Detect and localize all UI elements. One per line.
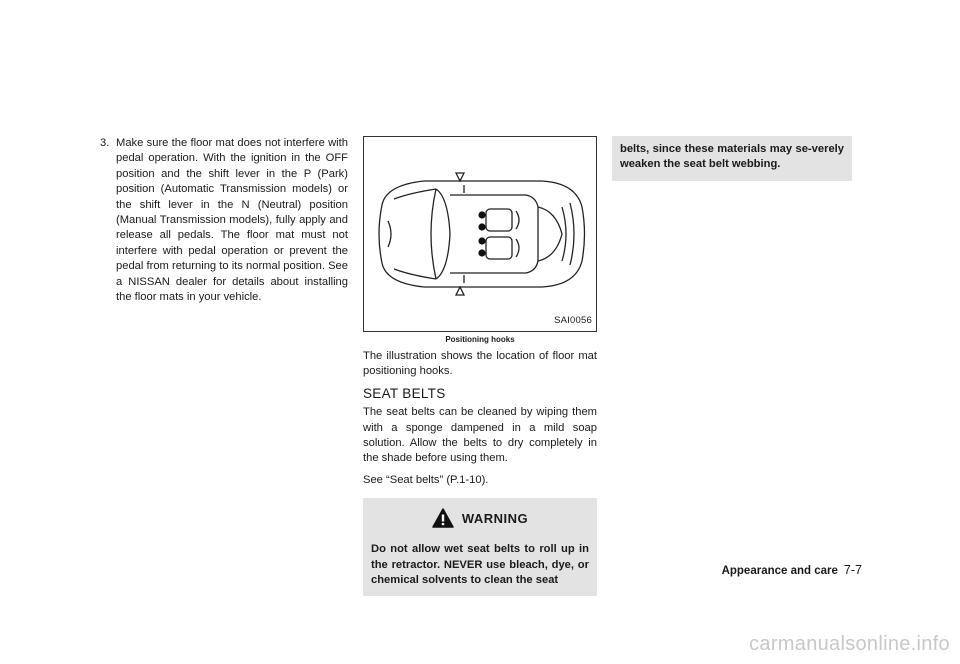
left-column bbox=[100, 136, 348, 305]
warning-box-continued bbox=[612, 136, 852, 181]
section-name: Appearance and care bbox=[721, 565, 838, 577]
warning-triangle-icon bbox=[432, 508, 454, 528]
reference-paragraph: See “Seat belts” (P.1-10). bbox=[363, 473, 489, 486]
car-floor-mat-figure bbox=[363, 136, 597, 332]
warning-text-part1: Do not allow wet seat belts to roll up in the retractor. NEVER use bleach, dye, or chemical solvents to clean the seat bbox=[371, 543, 589, 587]
warning-box bbox=[363, 498, 597, 596]
illustration-paragraph: The illustration shows the location of floor mat positioning hooks. bbox=[363, 350, 597, 378]
warning-title: WARNING bbox=[461, 510, 529, 526]
page-footer bbox=[722, 563, 862, 577]
item-text: Make sure the floor mat does not interfere with pedal operation. With the ignition in the OFF position and the shift lever in the P (Park) position (Automatic Transmission models) or the shift lever in the N (Neutral) position (Manual Transmission models), fully apply and release all pedals. The floor mat must not interfere with pedal operation or prevent the pedal from returning to its normal position. See a NISSAN dealer for details about installing the floor mats in your vehicle. bbox=[116, 137, 348, 304]
page-number: 7-7 bbox=[843, 563, 862, 577]
warning-text-part2: belts, since these materials may se-verely weaken the seat belt webbing. bbox=[620, 143, 844, 171]
seat-belts-paragraph: The seat belts can be cleaned by wiping them with a sponge dampened in a mild soap solution. Allow the belts to dry completely in the shade before using them. bbox=[363, 406, 597, 465]
warning-header bbox=[371, 508, 589, 528]
middle-column bbox=[363, 136, 597, 596]
right-column bbox=[612, 136, 852, 181]
figure-id: SAI0056 bbox=[554, 314, 592, 326]
item-number: 3. bbox=[100, 137, 110, 149]
watermark: carmanualsonline.info bbox=[749, 633, 950, 655]
list-item-3 bbox=[100, 136, 348, 305]
section-heading: SEAT BELTS bbox=[363, 385, 446, 401]
figure-caption: Positioning hooks bbox=[445, 335, 515, 344]
car-top-view-illustration bbox=[364, 137, 596, 331]
